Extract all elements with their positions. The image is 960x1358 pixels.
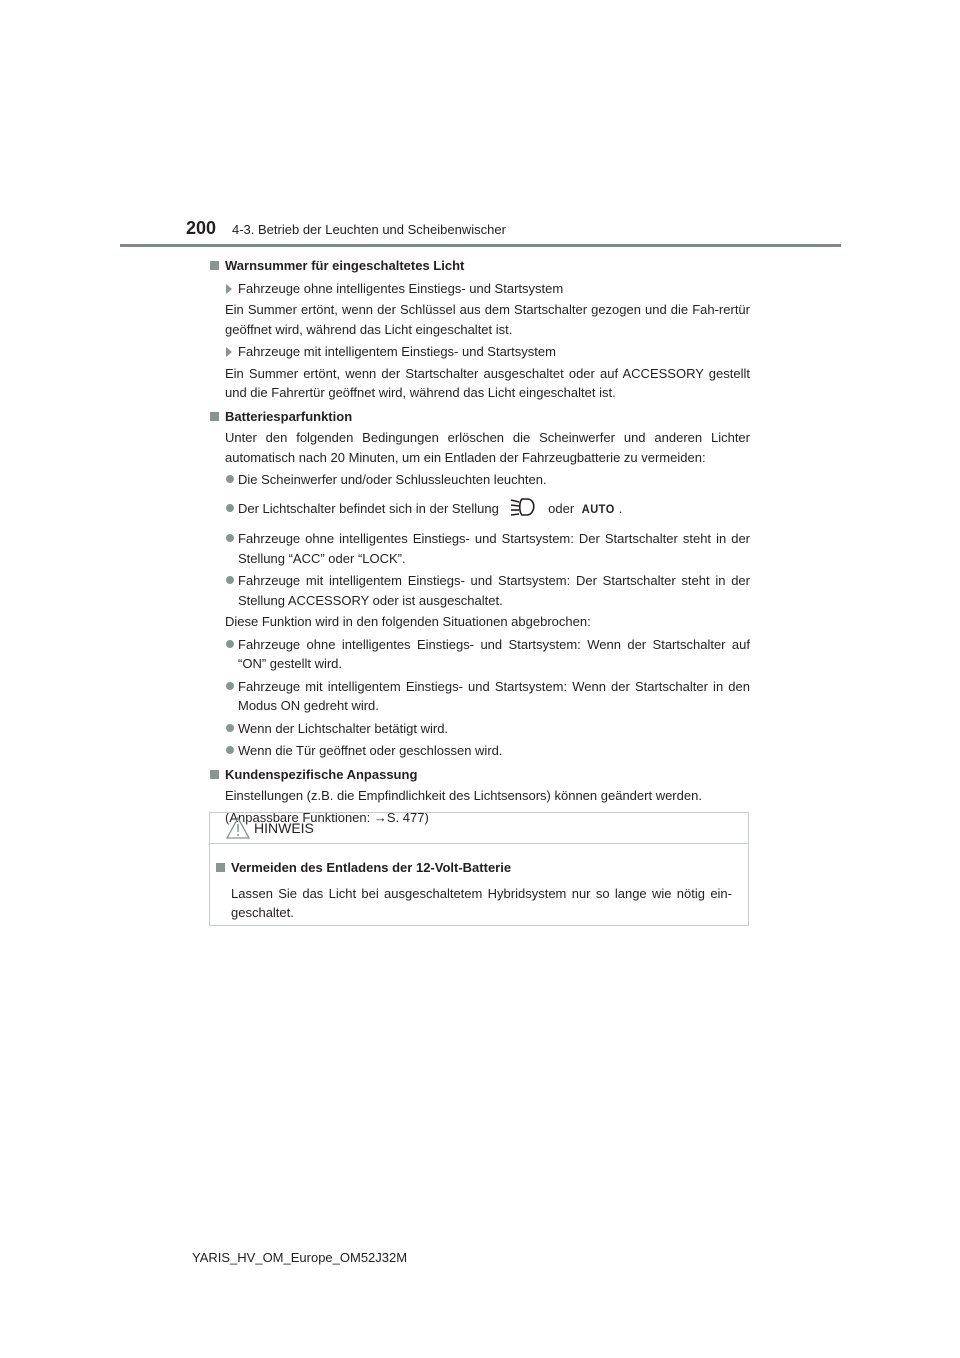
auto-icon: AUTO <box>581 503 615 517</box>
paragraph: Ein Summer ertönt, wenn der Startschalter ausgeschaltet oder auf ACCESSORY gestellt und die Fahrertür geöffnet wird, während das Licht eingeschaltet ist. <box>225 365 750 400</box>
list-item-text: . <box>618 500 623 516</box>
paragraph: Ein Summer ertönt, wenn der Schlüssel aus dem Startschalter gezogen und die Fah-rertür geöffnet wird, während das Licht eingeschaltet ist. <box>225 302 750 337</box>
round-bullet-icon <box>226 475 234 483</box>
square-bullet-icon <box>210 770 219 779</box>
paragraph: Unter den folgenden Bedingungen erlöschen die Scheinwerfer und anderen Lichter automatisch nach 20 Minuten, um ein Entladen der Fahrzeugbatterie zu vermeiden: <box>225 430 750 465</box>
list-item <box>210 719 750 739</box>
page-number: 200 <box>186 218 217 238</box>
list-item-text: Wenn der Lichtschalter betätigt wird. <box>238 720 449 736</box>
condition-no-smart-key <box>210 279 750 299</box>
round-bullet-icon <box>226 682 234 690</box>
round-bullet-icon <box>226 534 234 542</box>
paragraph: Einstellungen (z.B. die Empfindlichkeit des Lichtsensors) können geändert werden. <box>225 788 702 803</box>
list-item <box>210 741 750 761</box>
list-item <box>210 677 750 716</box>
heading-text: Kundenspezifische Anpassung <box>225 766 418 782</box>
notice-title: HINWEIS <box>254 820 314 836</box>
headlight-icon <box>509 496 539 524</box>
square-bullet-icon <box>216 863 225 872</box>
notice-body <box>210 844 748 923</box>
header-rule <box>120 244 841 247</box>
list-item <box>210 496 750 524</box>
list-item <box>210 571 750 610</box>
heading-text: Warnsummer für eingeschaltetes Licht <box>225 258 465 273</box>
list-item-text: Wenn die Tür geöffnet oder geschlossen wird. <box>238 743 503 758</box>
page-reference: (Anpassbare Funktionen: →S. 477) <box>225 809 429 825</box>
list-item <box>210 635 750 674</box>
section-heading-customization <box>210 765 750 785</box>
heading-text: Vermeiden des Entladens der 12-Volt-Batterie <box>231 860 512 875</box>
square-bullet-icon <box>210 412 219 421</box>
list-item-text: oder <box>548 500 575 516</box>
round-bullet-icon <box>226 640 234 648</box>
section-heading-battery-saver <box>210 407 750 427</box>
main-content <box>210 254 750 827</box>
list-item-text: Die Scheinwerfer und/oder Schlussleuchten leuchten. <box>238 472 547 487</box>
section-heading-warning-buzzer <box>210 256 750 276</box>
triangle-arrow-icon <box>226 284 232 294</box>
list-item <box>210 529 750 568</box>
condition-smart-key <box>210 342 750 362</box>
condition-text: Fahrzeuge mit intelligentem Einstiegs- und Startsystem <box>238 344 556 359</box>
notice-box <box>209 812 749 926</box>
document-id: YARIS_HV_OM_Europe_OM52J32M <box>192 1250 408 1265</box>
paragraph: Diese Funktion wird in den folgenden Situationen abgebrochen: <box>225 614 591 629</box>
triangle-arrow-icon <box>226 347 232 357</box>
notice-text: Lassen Sie das Licht bei ausgeschaltetem Hybridsystem nur so lange wie nötig ein-geschaltet. <box>231 885 732 920</box>
chapter-title: 4-3. Betrieb der Leuchten und Scheibenwischer <box>232 222 506 237</box>
list-item-text: Fahrzeuge ohne intelligentes Einstiegs- und Startsystem: Der Startschalter steht in der Stellung “ACC” oder “LOCK”. <box>238 531 750 566</box>
heading-text: Batteriesparfunktion <box>225 408 353 424</box>
notice-header <box>210 813 748 844</box>
round-bullet-icon <box>226 724 234 732</box>
list-item <box>210 470 750 490</box>
warning-triangle-icon <box>226 817 250 844</box>
list-item-text: Fahrzeuge mit intelligentem Einstiegs- und Startsystem: Wenn der Startschalter in den Modus ON gedreht wird. <box>238 678 750 713</box>
round-bullet-icon <box>226 504 234 512</box>
condition-text: Fahrzeuge ohne intelligentes Einstiegs- und Startsystem <box>238 280 564 296</box>
notice-heading <box>216 858 732 878</box>
list-item-text: Der Lichtschalter befindet sich in der Stellung <box>238 500 499 516</box>
round-bullet-icon <box>226 746 234 754</box>
square-bullet-icon <box>210 261 219 270</box>
round-bullet-icon <box>226 576 234 584</box>
list-item-text: Fahrzeuge mit intelligentem Einstiegs- und Startsystem: Der Startschalter steht in der Stellung ACCESSORY oder ist ausgeschaltet. <box>238 573 750 608</box>
list-item-text: Fahrzeuge ohne intelligentes Einstiegs- und Startsystem: Wenn der Startschalter auf “ON” gestellt wird. <box>238 636 750 671</box>
